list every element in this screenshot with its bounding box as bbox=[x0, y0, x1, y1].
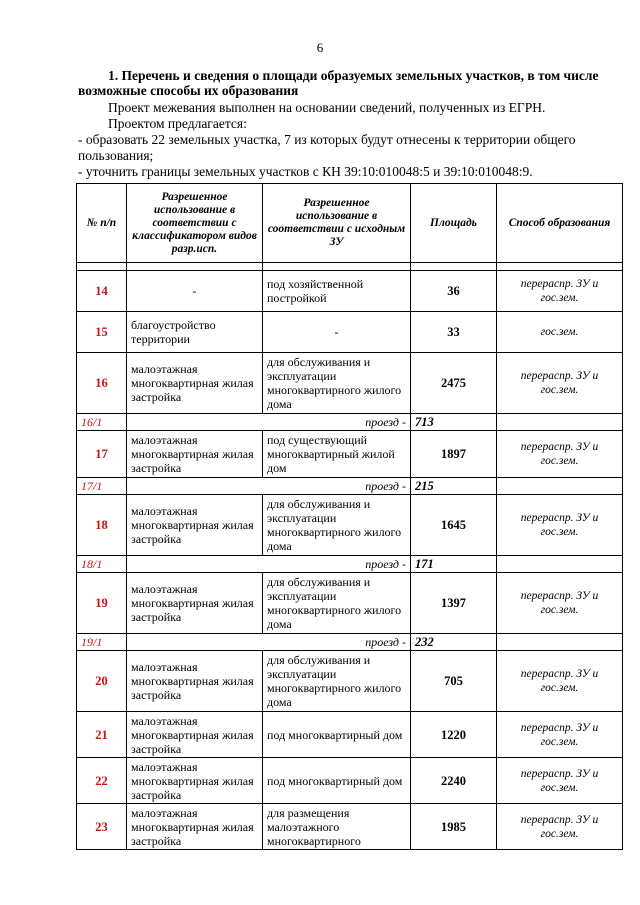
table-row bbox=[77, 758, 623, 804]
header-area: Площадь bbox=[411, 184, 497, 263]
table-row bbox=[77, 804, 623, 850]
table-row bbox=[77, 573, 623, 634]
cell-passage-label: проезд - bbox=[127, 556, 411, 573]
cell-method bbox=[497, 556, 623, 573]
cell-method bbox=[497, 414, 623, 431]
intro-line-4: - уточнить границы земельных участков с КН 39:10:010048:5 и 39:10:010048:9. bbox=[78, 164, 533, 179]
cell-area: 171 bbox=[411, 556, 497, 573]
intro-line-1: Проект межевания выполнен на основании сведений, полученных из ЕГРН. bbox=[108, 100, 546, 115]
cell-method: перераспр. ЗУ и гос.зем. bbox=[497, 712, 623, 758]
cell-use-source: под многоквартирный дом bbox=[263, 758, 411, 804]
table-row bbox=[77, 495, 623, 556]
intro-text bbox=[78, 100, 618, 180]
spacer-cell bbox=[127, 263, 263, 271]
cell-passage-label: проезд - bbox=[127, 414, 411, 431]
cell-use-source: - bbox=[263, 312, 411, 353]
cell-use-classifier: малоэтажная многоквартирная жилая застройка bbox=[127, 651, 263, 712]
cell-use-classifier: малоэтажная многоквартирная жилая застройка bbox=[127, 804, 263, 850]
spacer-cell bbox=[77, 263, 127, 271]
cell-method: гос.зем. bbox=[497, 312, 623, 353]
cell-area: 1645 bbox=[411, 495, 497, 556]
table-row bbox=[77, 312, 623, 353]
cell-num: 16/1 bbox=[77, 414, 127, 431]
table-row bbox=[77, 431, 623, 478]
table-row bbox=[77, 651, 623, 712]
cell-passage-label: проезд - bbox=[127, 634, 411, 651]
cell-use-source: для обслуживания и эксплуатации многоквартирного жилого дома bbox=[263, 353, 411, 414]
cell-area: 1397 bbox=[411, 573, 497, 634]
cell-area: 33 bbox=[411, 312, 497, 353]
header-num: № п/п bbox=[77, 184, 127, 263]
cell-method bbox=[497, 478, 623, 495]
cell-use-classifier: - bbox=[127, 271, 263, 312]
cell-method: перераспр. ЗУ и гос.зем. bbox=[497, 651, 623, 712]
cell-use-classifier: малоэтажная многоквартирная жилая застройка bbox=[127, 495, 263, 556]
cell-area: 713 bbox=[411, 414, 497, 431]
cell-use-source: для обслуживания и эксплуатации многоквартирного жилого дома bbox=[263, 573, 411, 634]
cell-method: перераспр. ЗУ и гос.зем. bbox=[497, 353, 623, 414]
header-use-source: Разрешенное использование в соответствии с исходным ЗУ bbox=[263, 184, 411, 263]
table-row-passage bbox=[77, 634, 623, 651]
cell-area: 1220 bbox=[411, 712, 497, 758]
spacer-cell bbox=[411, 263, 497, 271]
cell-use-source: под хозяйственной постройкой bbox=[263, 271, 411, 312]
cell-use-classifier: малоэтажная многоквартирная жилая застройка bbox=[127, 353, 263, 414]
cell-num: 16 bbox=[77, 353, 127, 414]
cell-area: 2240 bbox=[411, 758, 497, 804]
intro-line-2: Проектом предлагается: bbox=[108, 116, 247, 131]
cell-use-source: под многоквартирный дом bbox=[263, 712, 411, 758]
cell-num: 22 bbox=[77, 758, 127, 804]
cell-use-classifier: малоэтажная многоквартирная жилая застройка bbox=[127, 758, 263, 804]
cell-num: 17 bbox=[77, 431, 127, 478]
cell-num: 18/1 bbox=[77, 556, 127, 573]
cell-area: 1985 bbox=[411, 804, 497, 850]
spacer-cell bbox=[263, 263, 411, 271]
cell-method: перераспр. ЗУ и гос.зем. bbox=[497, 431, 623, 478]
cell-use-source: для обслуживания и эксплуатации многоквартирного жилого дома bbox=[263, 495, 411, 556]
cell-num: 23 bbox=[77, 804, 127, 850]
cell-num: 18 bbox=[77, 495, 127, 556]
table-row bbox=[77, 712, 623, 758]
table-row-passage bbox=[77, 478, 623, 495]
cell-num: 15 bbox=[77, 312, 127, 353]
cell-num: 19/1 bbox=[77, 634, 127, 651]
land-plots-table bbox=[76, 183, 623, 850]
header-use-classifier: Разрешенное использование в соответствии с классификатором видов разр.исп. bbox=[127, 184, 263, 263]
cell-passage-label: проезд - bbox=[127, 478, 411, 495]
page-number: 6 bbox=[316, 40, 324, 55]
cell-num: 21 bbox=[77, 712, 127, 758]
cell-use-source: для размещения малоэтажного многоквартирного bbox=[263, 804, 411, 850]
cell-use-classifier: малоэтажная многоквартирная жилая застройка bbox=[127, 573, 263, 634]
table-spacer-row bbox=[77, 263, 623, 271]
table-row bbox=[77, 353, 623, 414]
table-row bbox=[77, 271, 623, 312]
cell-method bbox=[497, 634, 623, 651]
cell-num: 14 bbox=[77, 271, 127, 312]
cell-use-classifier: малоэтажная многоквартирная жилая застройка bbox=[127, 712, 263, 758]
table-row-passage bbox=[77, 556, 623, 573]
cell-method: перераспр. ЗУ и гос.зем. bbox=[497, 758, 623, 804]
cell-use-classifier: малоэтажная многоквартирная жилая застройка bbox=[127, 431, 263, 478]
cell-area: 232 bbox=[411, 634, 497, 651]
spacer-cell bbox=[497, 263, 623, 271]
cell-method: перераспр. ЗУ и гос.зем. bbox=[497, 573, 623, 634]
cell-area: 36 bbox=[411, 271, 497, 312]
table-row-passage bbox=[77, 414, 623, 431]
section-heading: 1. Перечень и сведения о площади образуемых земельных участков, в том числе возможные способы их образования bbox=[78, 68, 599, 98]
cell-use-source: для обслуживания и эксплуатации многоквартирного жилого дома bbox=[263, 651, 411, 712]
cell-area: 215 bbox=[411, 478, 497, 495]
cell-method: перераспр. ЗУ и гос.зем. bbox=[497, 495, 623, 556]
cell-method: перераспр. ЗУ и гос.зем. bbox=[497, 271, 623, 312]
table-header-row bbox=[77, 184, 623, 263]
header-method: Способ образования bbox=[497, 184, 623, 263]
cell-area: 2475 bbox=[411, 353, 497, 414]
cell-num: 20 bbox=[77, 651, 127, 712]
cell-num: 19 bbox=[77, 573, 127, 634]
cell-area: 705 bbox=[411, 651, 497, 712]
cell-method: перераспр. ЗУ и гос.зем. bbox=[497, 804, 623, 850]
cell-use-classifier: благоустройство территории bbox=[127, 312, 263, 353]
cell-use-source: под существующий многоквартирный жилой дом bbox=[263, 431, 411, 478]
cell-area: 1897 bbox=[411, 431, 497, 478]
cell-num: 17/1 bbox=[77, 478, 127, 495]
intro-line-3: - образовать 22 земельных участка, 7 из которых будут отнесены к территории общего пользования; bbox=[78, 132, 576, 163]
